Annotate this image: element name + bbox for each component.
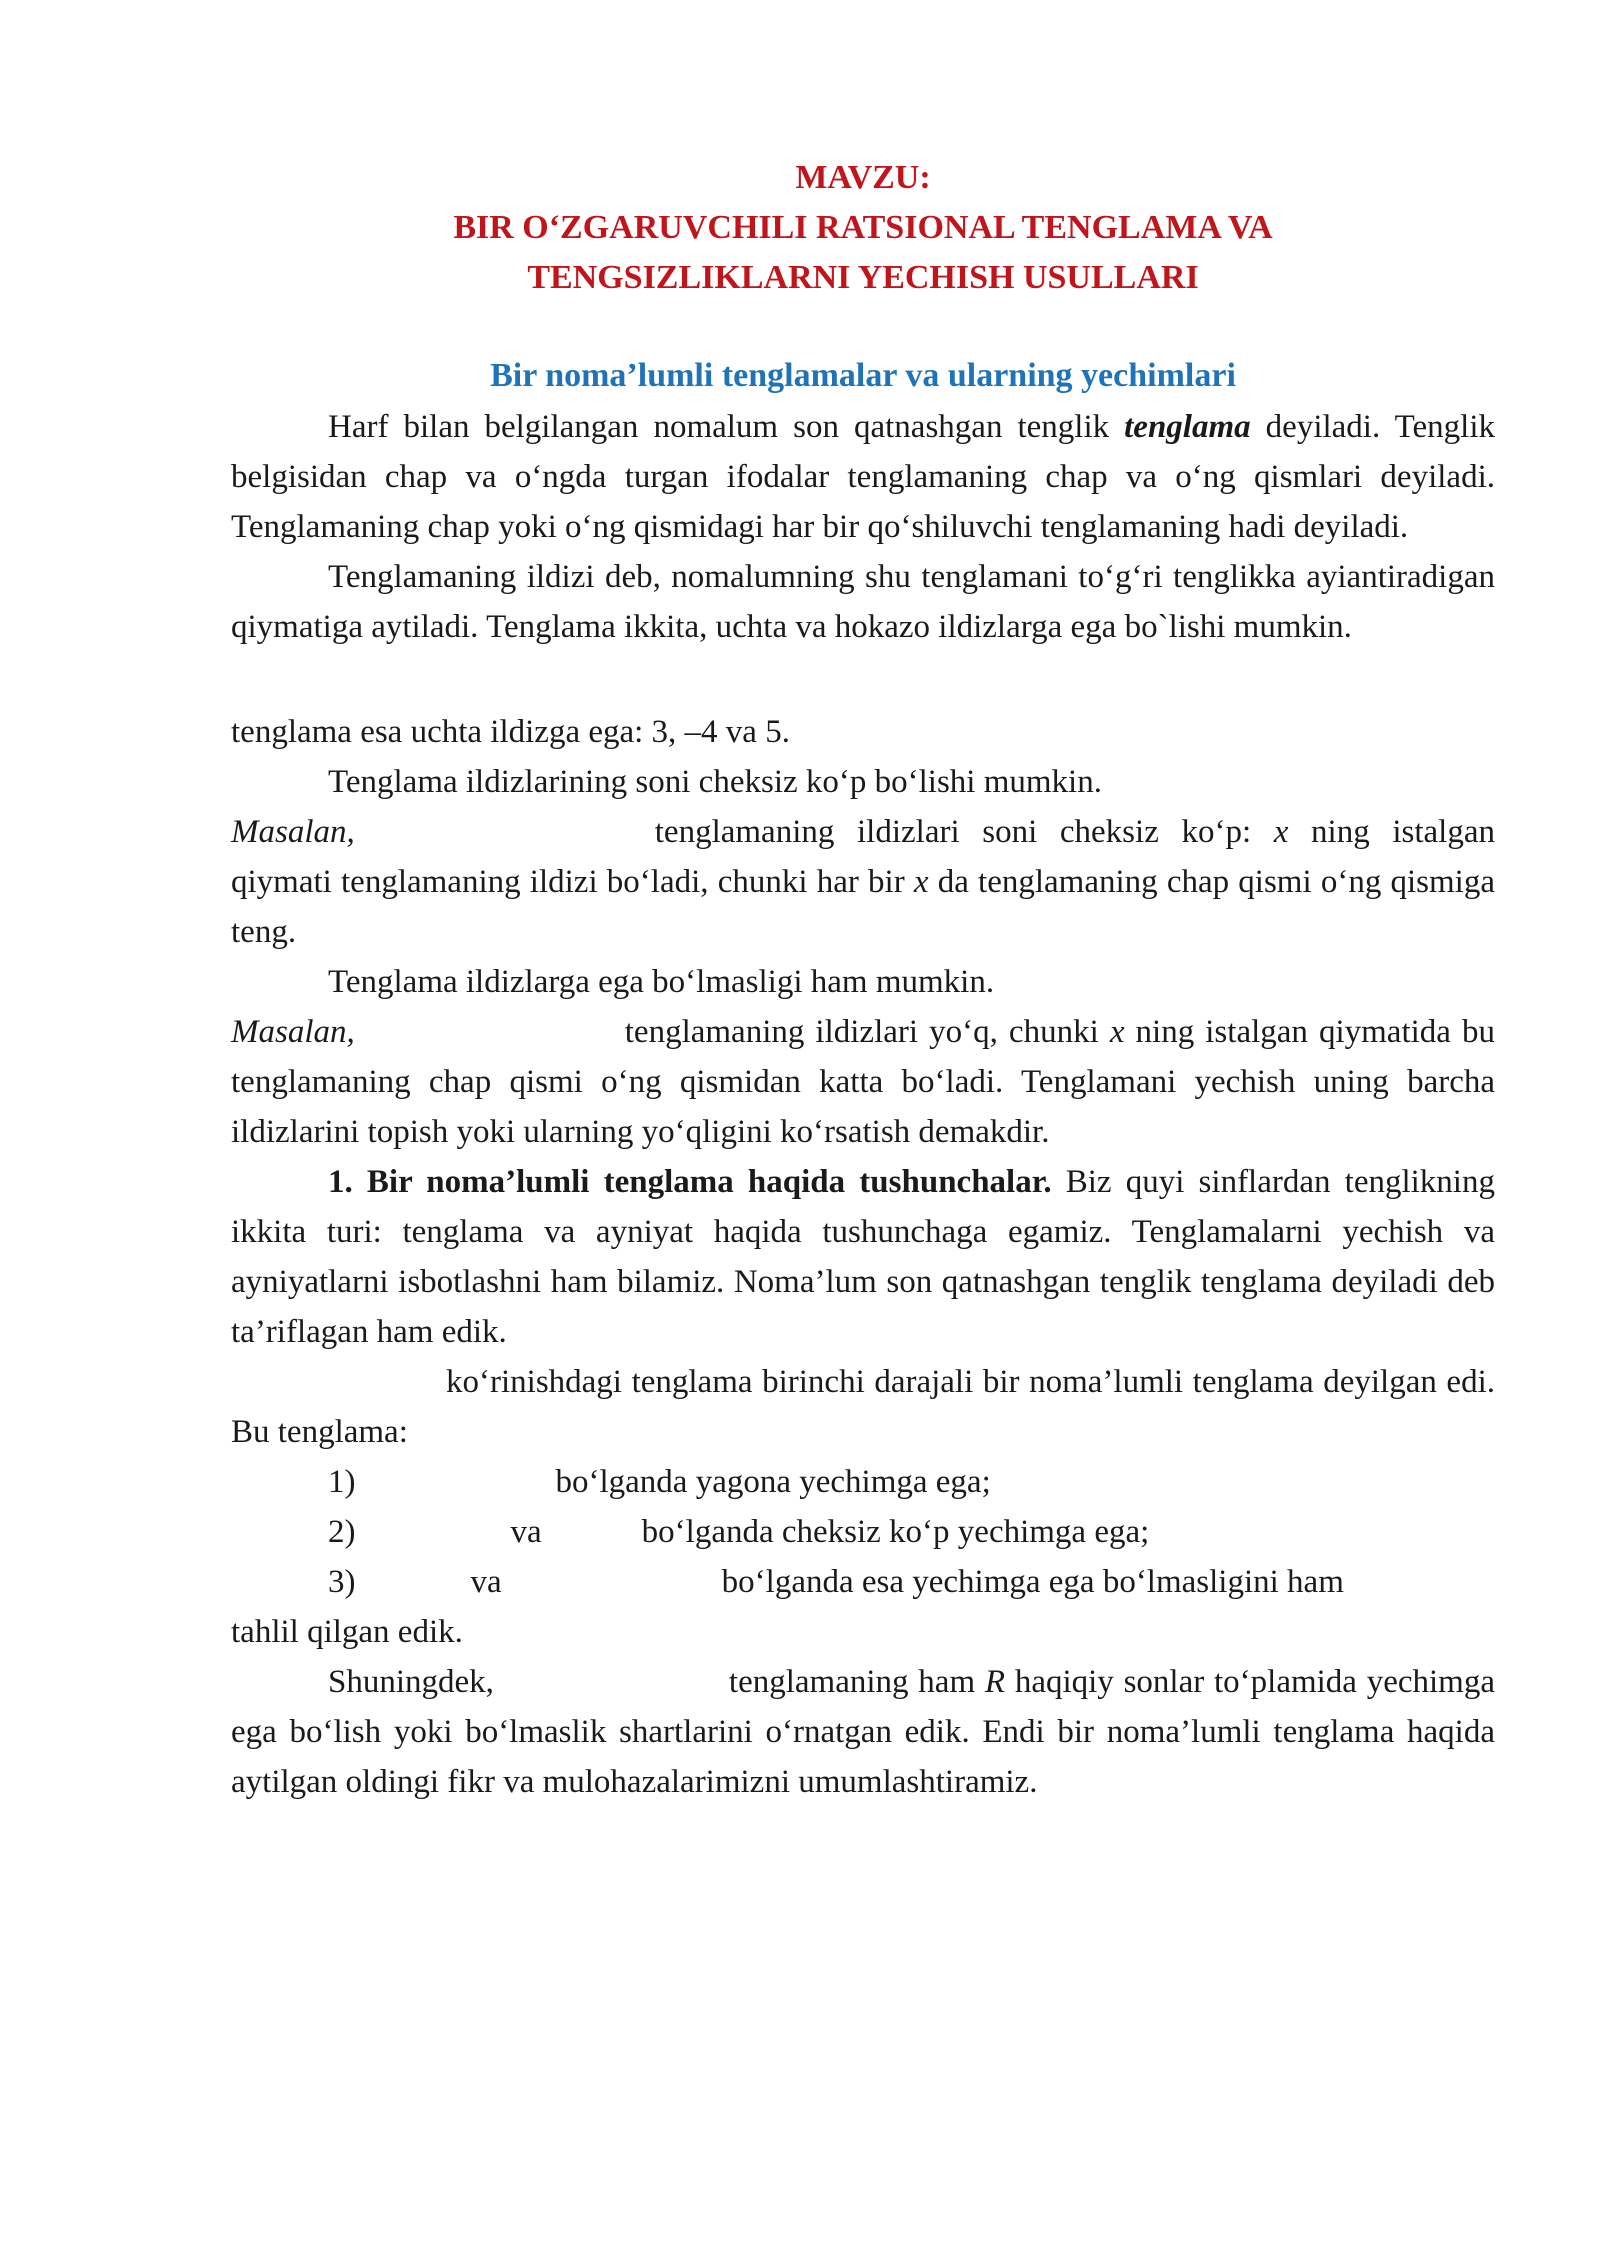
title-line-2: BIR O‘ZGARUVCHILI RATSIONAL TENGLAMA VA [453, 209, 1273, 246]
example-label: Masalan, [231, 1014, 355, 1050]
title-line-3: TENGSIZLIKLARNI YECHISH USULLARI [527, 259, 1199, 296]
title-line-1: MAVZU: [795, 159, 931, 196]
list-number: 2) [328, 1514, 356, 1550]
set-r: R [984, 1664, 1006, 1700]
list-number: 3) [328, 1564, 356, 1600]
paragraph-text: tenglamaning ham [728, 1664, 985, 1700]
paragraph-conclusion [231, 1657, 1495, 1807]
paragraph-text: haqiqiy sonlar to‘plamida yechimga ega bo‘lish yoki bo‘lmaslik shartlarini o‘rnatgan edik. Endi bir noma’lumli tenglama haqida aytilgan oldingi fikr va mulohazalarimizni umumlashtiramiz. [231, 1664, 1495, 1800]
variable-x: x [913, 864, 929, 900]
paragraph-example-no-roots [231, 1007, 1495, 1157]
list-text: va [470, 1564, 502, 1600]
paragraph-text: tenglamaning ildizlari yo‘q, chunki [624, 1014, 1110, 1050]
document-body [231, 402, 1495, 1807]
example-label: Masalan, [231, 814, 355, 850]
term-tenglama: tenglama [1124, 409, 1251, 445]
title-block [231, 153, 1495, 303]
list-item [231, 1457, 1495, 1507]
paragraph-example-infinite [231, 807, 1495, 957]
list-item [231, 1507, 1495, 1557]
paragraph-text: Harf bilan belgilangan nomalum son qatnashgan tenglik [328, 409, 1125, 445]
section-subtitle: Bir noma’lumli tenglamalar va ularning yechimlari [490, 357, 1236, 394]
list-text: bo‘lganda yagona yechimga ega; [555, 1464, 991, 1500]
paragraph-section-1 [231, 1157, 1495, 1357]
section-heading: 1. Bir noma’lumli tenglama haqida tushunchalar. [328, 1164, 1052, 1200]
paragraph-linear-equation [231, 1357, 1495, 1457]
formula-gap [231, 652, 1495, 707]
paragraph-text: tenglamaning ildizlari soni cheksiz ko‘p: [654, 814, 1274, 850]
list-text: bo‘lganda esa yechimga ega bo‘lmasligini ham [721, 1564, 1344, 1600]
paragraph-text: Biz quyi sinflardan tenglikning ikkita turi: tenglama va ayniyat haqida tushunchaga egamiz. Tenglamalarni yechish va ayniyatlarni isbotlashni ham bilamiz. Noma’lum son qatnashgan tenglik tenglama deyiladi deb ta’riflagan ham edik. [231, 1164, 1495, 1350]
paragraph-infinite-roots: Tenglama ildizlarining soni cheksiz ko‘p bo‘lishi mumkin. [328, 764, 1102, 800]
paragraph-definition [231, 402, 1495, 552]
paragraph-text: Shuningdek, [328, 1664, 494, 1700]
variable-x: x [1109, 1014, 1125, 1050]
paragraph-no-roots: Tenglama ildizlarga ega bo‘lmasligi ham mumkin. [328, 964, 995, 1000]
list-text: bo‘lganda cheksiz ko‘p yechimga ega; [641, 1514, 1150, 1550]
list-tail: tahlil qilgan edik. [231, 1614, 463, 1650]
paragraph-text: ning istalgan qiymatida bu tenglamaning chap qismi o‘ng qismidan katta bo‘ladi. Tenglamani yechish uning barcha ildizlarini topish yoki ularning yo‘qligini ko‘rsatish demakdir. [231, 1014, 1496, 1150]
paragraph-roots: Tenglamaning ildizi deb, nomalumning shu tenglamani to‘g‘ri tenglikka ayiantiradigan qiymatiga aytiladi. Tenglama ikkita, uchta va hokazo ildizlarga ega bo`lishi mumkin. [231, 559, 1495, 645]
list-number: 1) [328, 1464, 356, 1500]
list-item [231, 1557, 1495, 1607]
paragraph-three-roots: tenglama esa uchta ildizga ega: 3, –4 va 5. [231, 714, 790, 750]
paragraph-text: deyiladi. Tenglik belgisidan chap va o‘ngda turgan ifodalar tenglamaning chap va o‘ng qismlari deyiladi. Tenglamaning chap yoki o‘ng qismidagi har bir qo‘shiluvchi tenglamaning hadi deyiladi. [231, 409, 1495, 545]
paragraph-text: ko‘rinishdagi tenglama birinchi darajali bir noma’lumli tenglama deyilgan edi. Bu tenglama: [231, 1364, 1495, 1450]
paragraph-text: ning istalgan qiymati tenglamaning ildizi bo‘ladi, chunki har bir [231, 814, 1495, 900]
variable-x: x [1273, 814, 1289, 850]
list-text: va [510, 1514, 542, 1550]
paragraph-text: da tenglamaning chap qismi o‘ng qismiga teng. [231, 864, 1495, 950]
